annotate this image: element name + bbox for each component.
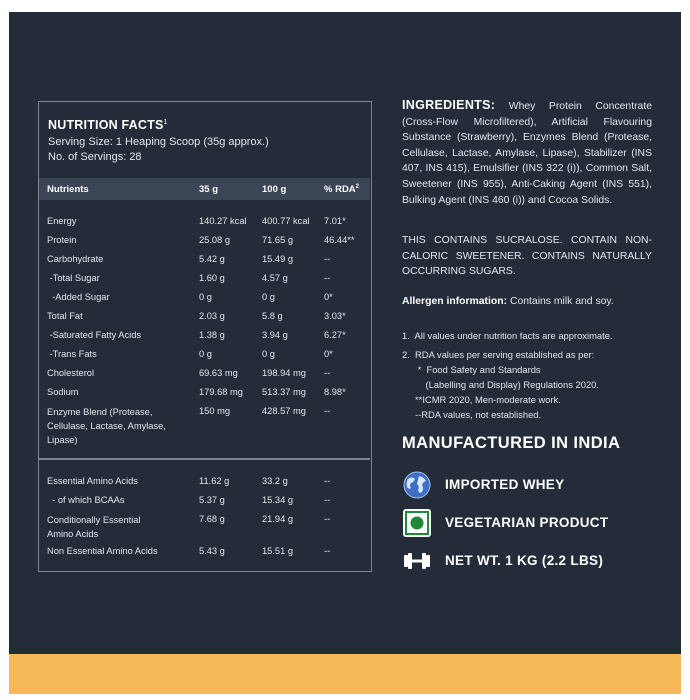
value-rda: 0* xyxy=(324,292,333,302)
value-rda: -- xyxy=(324,273,331,283)
nutrient-name: -Added Sugar xyxy=(47,292,110,302)
header-100g: 100 g xyxy=(262,184,287,195)
veg-symbol-icon xyxy=(402,508,432,538)
value-100g: 33.2 g xyxy=(262,476,288,486)
table-row-enzyme xyxy=(39,405,370,445)
value-rda: 46.44** xyxy=(324,235,355,245)
nutrient-name: Protein xyxy=(47,235,77,245)
globe-icon xyxy=(402,470,432,500)
ingredients-label: INGREDIENTS: xyxy=(402,98,496,112)
value-35g: 5.43 g xyxy=(199,546,225,556)
header-rda-text: % RDA xyxy=(324,184,356,196)
value-rda: 7.01* xyxy=(324,216,346,226)
footnote-line: (Labelling and Display) Regulations 2020. xyxy=(402,379,599,390)
value-rda: -- xyxy=(324,476,331,486)
amino-line-1: Conditionally Essential xyxy=(47,515,141,525)
value-35g: 150 mg xyxy=(199,406,231,416)
allergen-label: Allergen information: xyxy=(402,296,508,307)
nutrient-name: - of which BCAAs xyxy=(47,495,125,505)
value-rda: -- xyxy=(324,406,331,416)
value-100g: 71.65 g xyxy=(262,235,294,245)
feature-imported-whey xyxy=(402,470,672,500)
value-35g: 140.27 kcal xyxy=(199,216,247,226)
allergen-info xyxy=(402,296,662,307)
header-rda-footnote: 2 xyxy=(355,184,360,190)
table-row-amino xyxy=(39,513,370,541)
value-35g: 1.38 g xyxy=(199,330,225,340)
nutrition-header-row xyxy=(39,178,370,200)
nutrient-name: -Total Sugar xyxy=(47,273,100,283)
value-35g: 5.42 g xyxy=(199,254,225,264)
header-nutrients: Nutrients xyxy=(47,184,89,195)
value-35g: 25.08 g xyxy=(199,235,231,245)
value-rda: 3.03* xyxy=(324,311,346,321)
footnote-line: 2. RDA values per serving established as per: xyxy=(402,349,595,360)
feature-label: VEGETARIAN PRODUCT xyxy=(445,515,609,530)
nutrition-title-text: NUTRITION FACTS xyxy=(48,118,164,132)
enzyme-line-1: Enzyme Blend (Protease, xyxy=(47,407,153,417)
value-rda: 6.27* xyxy=(324,330,346,340)
value-100g: 15.34 g xyxy=(262,495,294,505)
footnotes xyxy=(402,328,662,422)
value-35g: 179.68 mg xyxy=(199,387,243,397)
nutrient-name: Cholesterol xyxy=(47,368,95,378)
value-35g: 11.62 g xyxy=(199,476,230,486)
value-100g: 21.94 g xyxy=(262,514,294,524)
value-100g: 0 g xyxy=(262,292,275,302)
value-35g: 69.63 mg xyxy=(199,368,238,378)
nutrient-name: Total Fat xyxy=(47,311,83,321)
value-35g: 1.60 g xyxy=(199,273,225,283)
accent-strip xyxy=(9,654,681,694)
nutrient-name: -Saturated Fatty Acids xyxy=(47,330,142,340)
nutrient-name xyxy=(47,513,141,541)
nutrient-name: Sodium xyxy=(47,387,79,397)
footnote-line: **ICMR 2020, Men-moderate work. xyxy=(402,394,561,405)
serving-size: Serving Size: 1 Heaping Scoop (35g approx.) xyxy=(48,136,269,148)
value-rda: -- xyxy=(324,254,331,264)
value-100g: 5.8 g xyxy=(262,311,283,321)
value-35g: 5.37 g xyxy=(199,495,225,505)
nutrition-title xyxy=(48,118,168,132)
feature-net-weight xyxy=(402,546,672,576)
nutrient-name: -Trans Fats xyxy=(47,349,97,359)
value-rda: 0* xyxy=(324,349,333,359)
value-rda: 8.98* xyxy=(324,387,346,397)
value-100g: 198.94 mg xyxy=(262,368,306,378)
manufactured-in-india: MANUFACTURED IN INDIA xyxy=(402,434,621,452)
dumbbell-icon xyxy=(402,546,432,576)
allergen-text: Contains milk and soy. xyxy=(507,296,614,307)
value-100g: 4.57 g xyxy=(262,273,288,283)
value-100g: 400.77 kcal xyxy=(262,216,310,226)
enzyme-line-2: Cellulase, Lactase, Amylase, xyxy=(47,421,166,431)
value-rda: -- xyxy=(324,368,331,378)
table-divider xyxy=(39,458,370,460)
enzyme-line-3: Lipase) xyxy=(47,435,78,445)
value-35g: 7.68 g xyxy=(199,514,225,524)
footnote-line: 1. All values under nutrition facts are approximate. xyxy=(402,330,613,341)
footnote-line: --RDA values, not established. xyxy=(402,409,542,420)
feature-vegetarian xyxy=(402,508,672,538)
nutrition-title-footnote: 1 xyxy=(163,118,168,126)
feature-label: NET WT. 1 KG (2.2 LBS) xyxy=(445,553,604,568)
value-rda: -- xyxy=(324,546,331,556)
value-35g: 0 g xyxy=(199,292,212,302)
value-100g: 15.51 g xyxy=(262,546,294,556)
ingredients-block xyxy=(402,98,652,208)
nutrition-facts-box xyxy=(38,101,372,572)
value-35g: 0 g xyxy=(199,349,212,359)
nutrient-name: Essential Amino Acids xyxy=(47,476,138,486)
value-100g: 513.37 mg xyxy=(262,387,306,397)
footnote-line: * Food Safety and Standards xyxy=(402,364,541,375)
value-100g: 428.57 mg xyxy=(262,406,306,416)
sucralose-statement: THIS CONTAINS SUCRALOSE. CONTAIN NON-CALORIC SWEETENER. CONTAINS NATURALLY OCCURRING SUGARS. xyxy=(402,235,652,278)
value-rda: -- xyxy=(324,495,331,505)
value-35g: 2.03 g xyxy=(199,311,225,321)
ingredients-text: Whey Protein Concentrate (Cross-Flow Microfiltered), Artificial Flavouring Substance (Strawberry), Enzymes Blend (Protease, Cellulase, Lactase, Amylase, Lipase), Stabilizer (INS 407, INS 415), Emulsifier (INS 322 (i)), Common Salt, Sweetener (INS 955), Anti-Caking Agent (INS 551), Bulking Agent (INS 460 (i)) and Cocoa Solids. xyxy=(402,101,652,206)
header-rda xyxy=(324,184,359,195)
amino-line-2: Amino Acids xyxy=(47,529,99,539)
header-35g: 35 g xyxy=(199,184,219,195)
feature-label: IMPORTED WHEY xyxy=(445,477,565,492)
value-rda: -- xyxy=(324,514,331,524)
servings-count: No. of Servings: 28 xyxy=(48,151,142,163)
value-100g: 15.49 g xyxy=(262,254,294,264)
value-100g: 3.94 g xyxy=(262,330,288,340)
nutrient-name: Non Essential Amino Acids xyxy=(47,546,158,556)
nutrient-name: Carbohydrate xyxy=(47,254,104,264)
nutrient-name xyxy=(47,405,166,447)
nutrient-name: Energy xyxy=(47,216,77,226)
value-100g: 0 g xyxy=(262,349,275,359)
